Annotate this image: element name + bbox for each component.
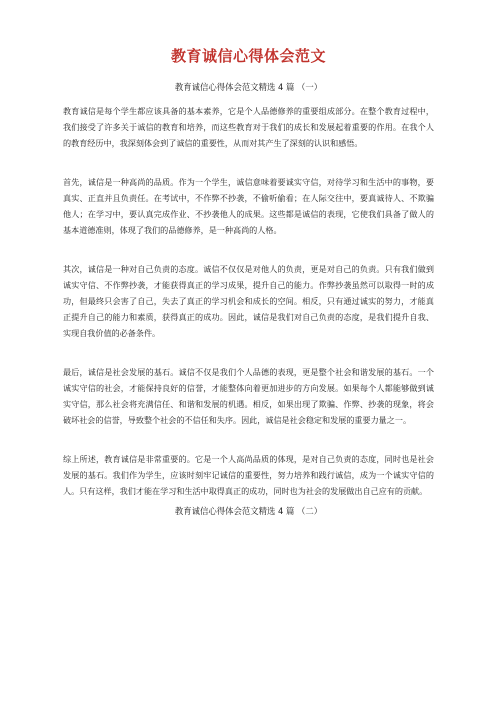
section-heading-2: 教育诚信心得体会范文精选 4 篇 （二）	[174, 506, 323, 516]
paragraph-3: 其次，诚信是一种对自己负责的态度。诚信不仅仅是对他人的负责，更是对自己的负责。只有我们做到诚实守信、不作弊抄袭，才能获得真正的学习成果，提升自己的能力。作弊抄袭虽然可以取得一时的成功，但最终只会害了自己，失去了真正的学习机会和成长的空间。相反，只有通过诚实的努力，才能真正提升自己的能力和素质，获得真正的成功。因此，诚信是我们对自己负责的态度，是我们提升自我、实现自我价值的必备条件。	[63, 264, 434, 338]
section-heading-1: 教育诚信心得体会范文精选 4 篇 （一）	[174, 82, 323, 92]
paragraph-4: 最后，诚信是社会发展的基石。诚信不仅是我们个人品德的表现，更是整个社会和谐发展的基石。一个诚实守信的社会，才能保持良好的信誉，才能整体向着更加进步的方向发展。如果每个人都能够做到诚实守信，那么社会将充满信任、和谐和发展的机遇。相反，如果出现了欺骗、作弊、抄袭的现象，将会破坏社会的信誉，导致整个社会的不信任和失序。因此，诚信是社会稳定和发展的重要力量之一。	[63, 367, 434, 425]
paragraph-2: 首先，诚信是一种高尚的品质。作为一个学生，诚信意味着要诚实守信，对待学习和生活中的事物，要真实、正直并且负责任。在考试中，不作弊不抄袭，不偷听偷看；在人际交往中，要真诚待人、不欺骗他人；在学习中，要认真完成作业、不抄袭他人的成果。这些都是诚信的表现，它使我们具备了做人的基本道德准则，体现了我们的品德修养，是一种高尚的人格。	[63, 177, 434, 235]
paragraph-1: 教育诚信是每个学生都应该具备的基本素养，它是个人品德修养的重要组成部分。在整个教育过程中，我们接受了许多关于诚信的教育和培养，而这些教育对于我们的成长和发展起着重要的作用。在我个人的教育经历中，我深刻体会到了诚信的重要性，从而对其产生了深刻的认识和感悟。	[63, 106, 434, 148]
document-title: 教育诚信心得体会范文	[170, 47, 326, 65]
paragraph-5: 综上所述，教育诚信是非常重要的。它是一个人高尚品质的体现，是对自己负责的态度，同时也是社会发展的基石。我们作为学生，应该时刻牢记诚信的重要性，努力培养和践行诚信，成为一个诚实守信的人。只有这样，我们才能在学习和生活中取得真正的成功，同时也为社会的发展做出自己应有的贡献。	[63, 454, 434, 496]
